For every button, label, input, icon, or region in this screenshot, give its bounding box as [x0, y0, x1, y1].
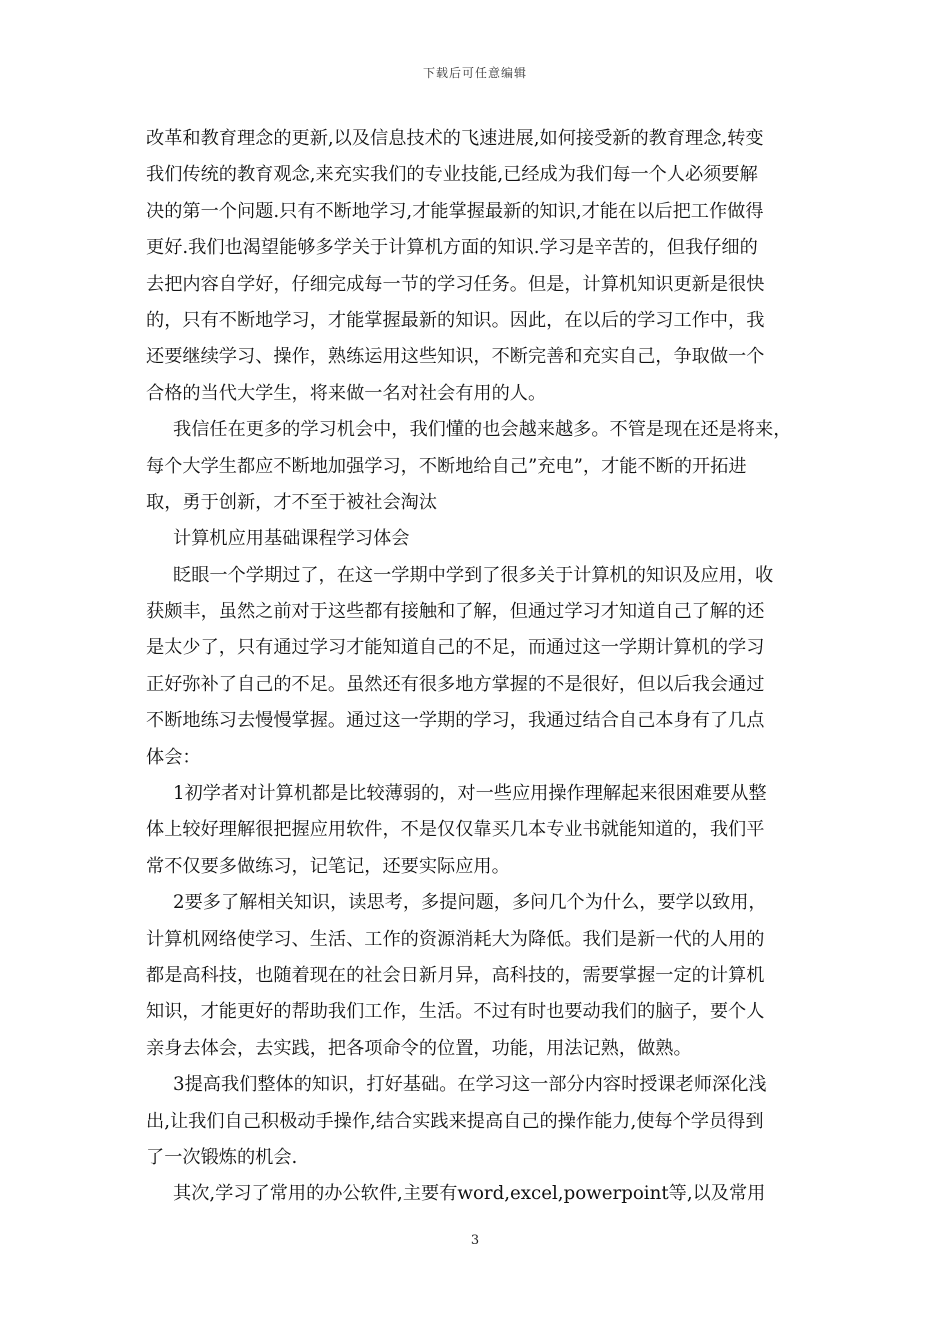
- text-line: 都是高科技，也随着现在的社会日新月异，高科技的，需要掌握一定的计算机: [146, 964, 765, 986]
- text-line: 体上较好理解很把握应用软件，不是仅仅靠买几本专业书就能知道的，我们平: [146, 819, 765, 841]
- text-line: 取，勇于创新，才不至于被社会淘汰: [146, 491, 438, 513]
- paragraph-first-line: 我信任在更多的学习机会中，我们懂的也会越来越多。不管是现在还是将来，: [173, 419, 792, 441]
- text-line: 不断地练习去慢慢掌握。通过这一学期的学习，我通过结合自己本身有了几点: [146, 710, 765, 732]
- text-line: 出,让我们自己积极动手操作,结合实践来提高自己的操作能力,使每个学员得到: [146, 1110, 764, 1132]
- page-header: 下载后可任意编辑: [422, 66, 527, 80]
- paragraph-first-line: 2要多了解相关知识，读思考，多提问题，多问几个为什么，要学以致用，: [173, 892, 767, 914]
- text-line: 体会：: [146, 746, 201, 768]
- section-heading: 计算机应用基础课程学习体会: [173, 528, 410, 550]
- paragraph-first-line: 眨眼一个学期过了，在这一学期中学到了很多关于计算机的知识及应用，收: [173, 564, 774, 586]
- text-line: 还要继续学习、操作，熟练运用这些知识，不断完善和充实自己，争取做一个: [146, 346, 765, 368]
- paragraph-first-line: 其次,学习了常用的办公软件,主要有word,excel,powerpoint等,以及常用: [173, 1183, 766, 1205]
- text-line: 了一次锻炼的机会.: [146, 1146, 298, 1168]
- paragraph-first-line: 1初学者对计算机都是比较薄弱的，对一些应用操作理解起来很困难要从整: [173, 783, 767, 805]
- text-line: 获颇丰，虽然之前对于这些都有接触和了解，但通过学习才知道自己了解的还: [146, 601, 765, 623]
- text-line: 是太少了，只有通过学习才能知道自己的不足，而通过这一学期计算机的学习: [146, 637, 765, 659]
- text-line: 去把内容自学好，仔细完成每一节的学习任务。但是，计算机知识更新是很快: [146, 273, 765, 295]
- text-line: 计算机网络使学习、生活、工作的资源消耗大为降低。我们是新一代的人用的: [146, 928, 765, 950]
- text-line: 亲身去体会，去实践，把各项命令的位置，功能，用法记熟，做熟。: [146, 1037, 692, 1059]
- text-line: 更好.我们也渴望能够多学关于计算机方面的知识.学习是辛苦的，但我仔细的: [146, 237, 758, 259]
- text-line: 改革和教育理念的更新,以及信息技术的飞速进展,如何接受新的教育理念,转变: [146, 128, 764, 149]
- paragraph-first-line: 3提高我们整体的知识，打好基础。在学习这一部分内容时授课老师深化浅: [173, 1074, 767, 1096]
- text-line: 正好弥补了自己的不足。虽然还有很多地方掌握的不是很好，但以后我会通过: [146, 673, 765, 695]
- document-body: [146, 121, 806, 1213]
- text-line: 合格的当代大学生，将来做一名对社会有用的人。: [146, 382, 547, 404]
- text-line: 知识，才能更好的帮助我们工作，生活。不过有时也要动我们的脑子，要个人: [146, 1001, 765, 1023]
- page-number: 3: [470, 1233, 480, 1248]
- text-line: 常不仅要多做练习，记笔记，还要实际应用。: [146, 855, 510, 877]
- text-line: 决的第一个问题.只有不断地学习,才能掌握最新的知识,才能在以后把工作做得: [146, 200, 764, 222]
- text-line: 每个大学生都应不断地加强学习，不断地给自己”充电”，才能不断的开拓进: [146, 455, 747, 477]
- text-line: 的，只有不断地学习，才能掌握最新的知识。因此，在以后的学习工作中，我: [146, 309, 765, 331]
- text-line: 我们传统的教育观念,来充实我们的专业技能,已经成为我们每一个人必须要解: [146, 164, 758, 186]
